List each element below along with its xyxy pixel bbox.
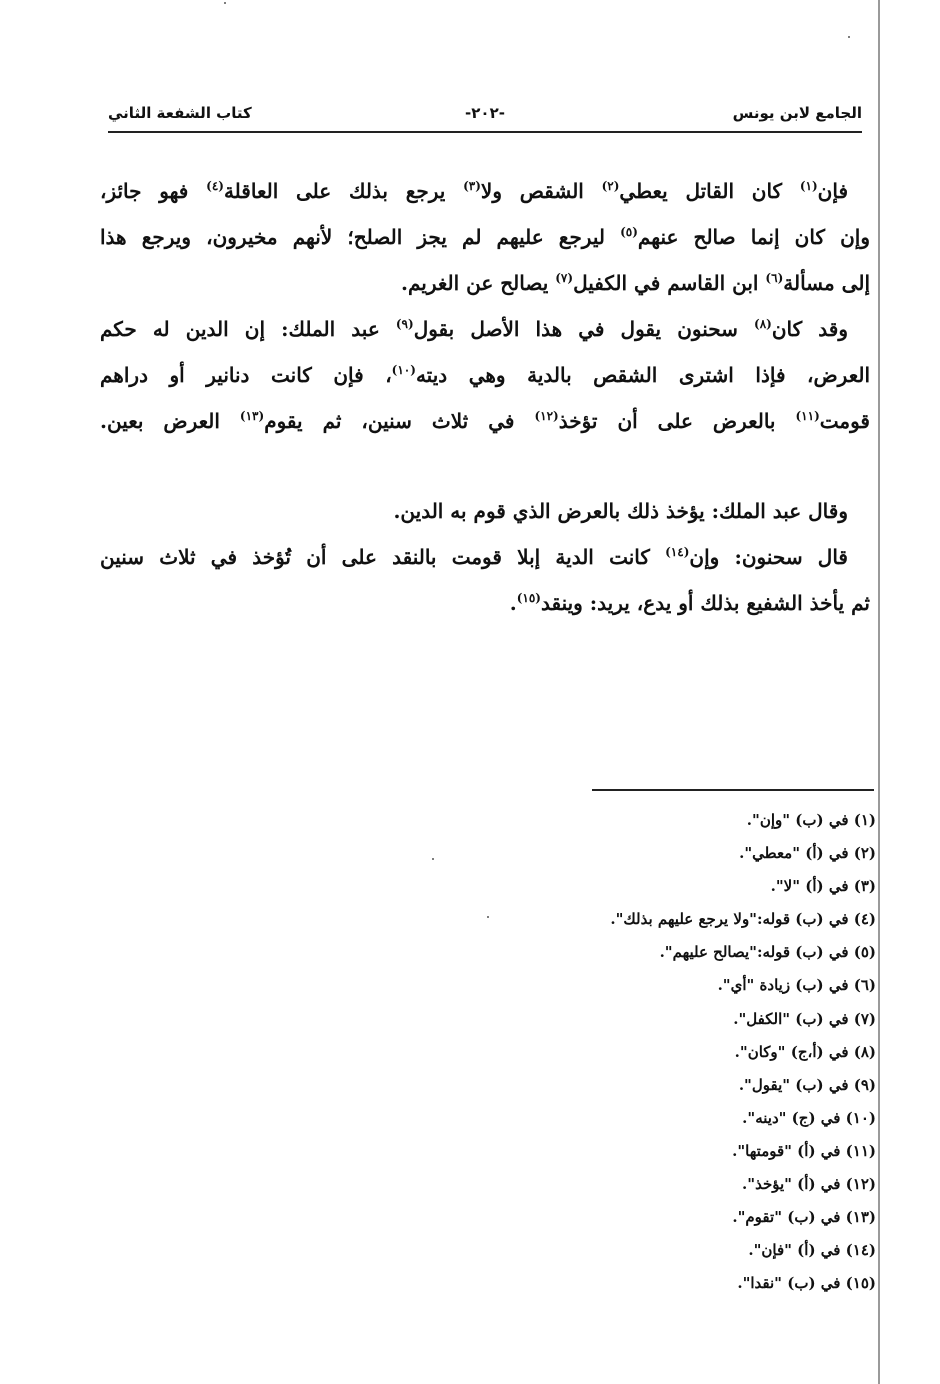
footnote: (٤) في (ب) قوله:"ولا يرجع عليهم بذلك". [610, 910, 876, 929]
footnote: (٩) في (ب) "يقول". [738, 1075, 876, 1094]
footnote-ref: (٨) [754, 317, 772, 331]
footnote: (١٣) في (ب) "تقوم". [732, 1208, 876, 1227]
footnote-ref: (٤) [206, 179, 224, 193]
text-line: قال سحنون: وإن$^{(١٤)}$ كانت الدية إبلا قومت بالنقد على أن تُؤخذ في ثلاث سنين [100, 545, 848, 569]
footnote-rule [592, 789, 874, 791]
page-edge-line [878, 0, 880, 1384]
footnote: (١٥) في (ب) "نقدا". [737, 1274, 876, 1293]
header-rule [108, 131, 862, 133]
book-title: الجامع لابن يونس [732, 104, 862, 122]
paragraph-gap [100, 444, 870, 488]
text-line: إلى مسألة$^{(٦)}$ ابن القاسم في الكفيل$^{(٧)}$ يصالح عن الغريم. [401, 271, 870, 295]
text-line: فإن$^{(١)}$ كان القاتل يعطي$^{(٢)}$ الشقص ولا$^{(٣)}$ يرجع بذلك على العاقلة$^{(٤)}$ فهو جائز، [100, 179, 848, 203]
page-number: -٢٠٢- [465, 104, 505, 122]
footnotes [456, 804, 876, 1300]
text-line: قومت$^{(١١)}$ بالعرض على أن تؤخذ$^{(١٢)}$ في ثلاث سنين، ثم يقوم$^{(١٣)}$ العرض بعين. [100, 409, 870, 433]
footnote: (٥) في (ب) قوله:"يصالح عليهم". [659, 943, 876, 962]
main-text [100, 168, 870, 626]
footnote-ref: (١١) [795, 409, 820, 423]
footnote-ref: (٢) [601, 179, 620, 193]
footnote: (١٢) في (أ) "يؤخذ". [742, 1175, 876, 1194]
footnote-ref: (١٤) [665, 545, 690, 559]
scan-speck [487, 916, 489, 918]
text-line: العرض، فإذا اشترى الشقص بالدية وهي ديته$^{(١٠)}$، فإن كانت دنانير أو دراهم [100, 363, 870, 387]
footnote: (٣) في (أ) "لا". [770, 877, 876, 896]
scan-speck [224, 2, 226, 4]
footnote: (٢) في (أ) "معطي". [739, 844, 876, 863]
footnote-ref: (٣) [463, 179, 481, 193]
footnote: (٦) في (ب) زيادة "أي". [717, 976, 876, 995]
footnote-ref: (٦) [765, 271, 784, 285]
footnote: (١) في (ب) "وإن". [746, 811, 876, 829]
scan-speck [432, 858, 434, 860]
footnote-ref: (١٣) [239, 409, 265, 423]
text-line: ثم يأخذ الشفيع بذلك أو يدع، يريد: وينقد$^{(١٥)}$. [509, 591, 870, 615]
text-line: وقد كان$^{(٨)}$ سحنون يقول في هذا الأصل بقول$^{(٩)}$ عبد الملك: إن الدين له حكم [100, 317, 848, 341]
text-line: وإن كان إنما صالح عنهم$^{(٥)}$ ليرجع عليهم لم يجز الصلح؛ لأنهم مخيرون، ويرجع هذا [100, 225, 870, 249]
footnote: (١١) في (أ) "قومتها". [732, 1141, 876, 1160]
footnote-ref: (١٥) [516, 591, 541, 605]
text-line: وقال عبد الملك: يؤخذ ذلك بالعرض الذي قوم به الدين. [393, 499, 848, 523]
footnote-ref: (١٢) [534, 409, 559, 423]
footnote: (١٤) في (أ) "فإن". [748, 1241, 876, 1260]
footnote-ref: (١) [799, 179, 818, 193]
section-title: كتاب الشفعة الثاني [108, 104, 252, 122]
footnote-ref: (١٠) [391, 363, 416, 377]
footnote-ref: (٩) [395, 317, 414, 331]
scan-speck [848, 36, 850, 38]
page-header [108, 104, 862, 128]
footnote-ref: (٧) [555, 271, 574, 285]
footnote: (٧) في (ب) "الكفل". [733, 1009, 876, 1028]
footnote-ref: (٥) [620, 225, 638, 239]
footnote: (١٠) في (ج) "دينه". [742, 1108, 876, 1127]
footnote: (٨) في (أ،ج) "وكان". [734, 1042, 876, 1061]
